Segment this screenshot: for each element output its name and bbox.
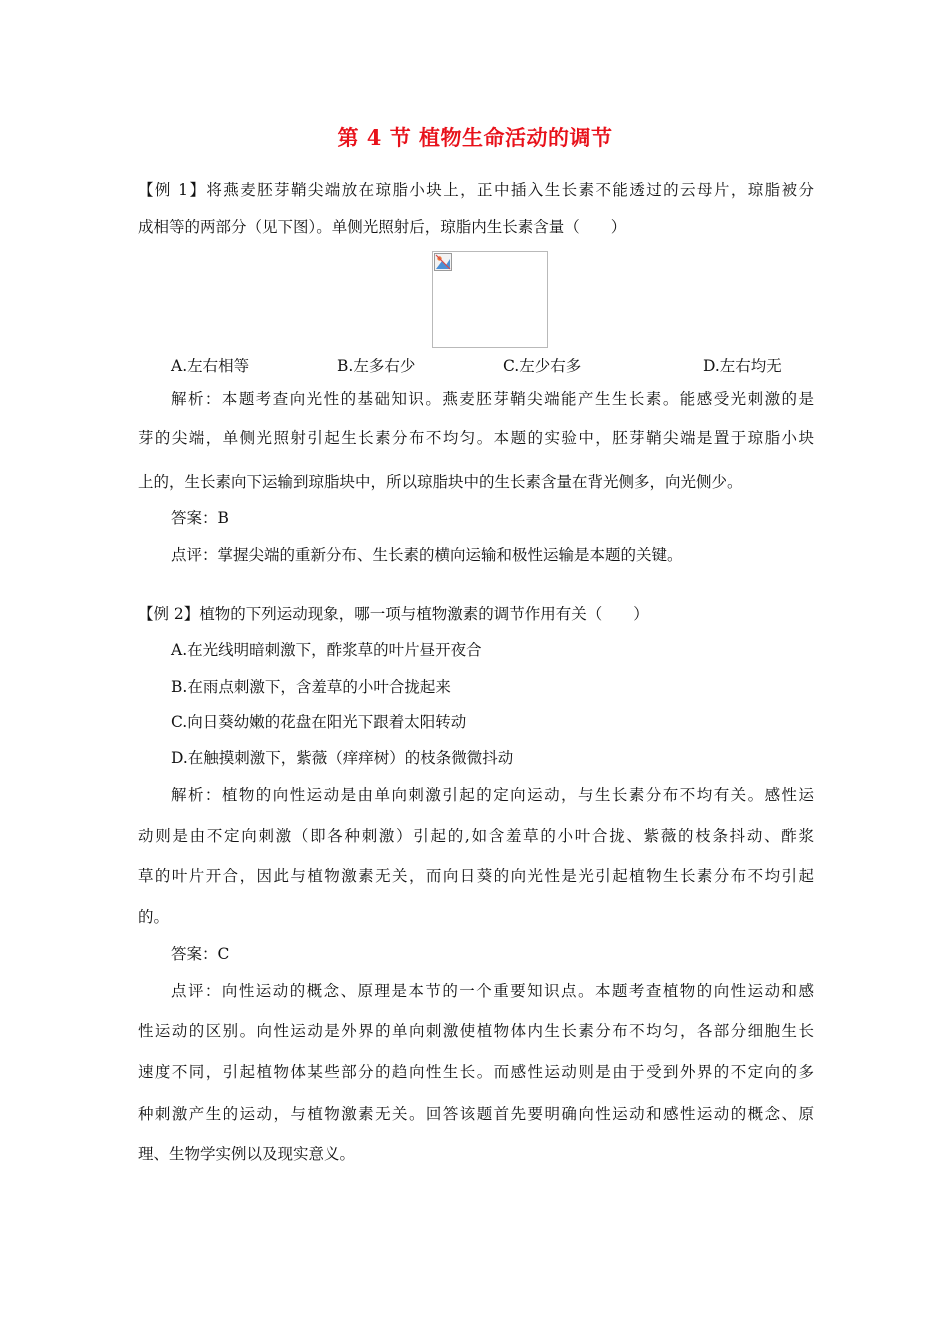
ex2-option-d: D.在触摸刺激下，紫薇（痒痒树）的枝条微微抖动 <box>171 749 514 767</box>
ex2-option-c: C.向日葵幼嫩的花盘在阳光下跟着太阳转动 <box>171 713 467 731</box>
broken-image-icon <box>434 253 452 271</box>
figure-placeholder <box>432 251 548 348</box>
ex2-comment-line-2: 性运动的区别。向性运动是外界的单向刺激使植物体内生长素分布不均匀，各部分细胞生长 <box>138 1022 814 1040</box>
ex2-analysis-line-4: 的。 <box>138 908 170 926</box>
ex1-option-c: C.左少右多 <box>503 357 582 375</box>
ex2-analysis-line-1: 解析：植物的向性运动是由单向刺激引起的定向运动，与生长素分布不均有关。感性运 <box>171 786 814 804</box>
ex1-analysis-line-2: 芽的尖端，单侧光照射引起生长素分布不均匀。本题的实验中，胚芽鞘尖端是置于琼脂小块 <box>138 429 814 447</box>
ex2-option-b: B.在雨点刺激下，含羞草的小叶合拢起来 <box>171 678 451 696</box>
ex2-comment-line-4: 种刺激产生的运动，与植物激素无关。回答该题首先要明确向性运动和感性运动的概念、原 <box>138 1105 814 1123</box>
ex2-comment-line-5: 理、生物学实例以及现实意义。 <box>138 1145 356 1163</box>
ex2-comment-line-3: 速度不同，引起植物体某些部分的趋向性生长。而感性运动则是由于受到外界的不定向的多 <box>138 1063 814 1081</box>
ex1-option-a: A.左右相等 <box>171 357 250 375</box>
ex2-comment-line-1: 点评：向性运动的概念、原理是本节的一个重要知识点。本题考查植物的向性运动和感 <box>171 982 814 1000</box>
ex1-answer: 答案：B <box>171 509 229 527</box>
ex1-comment: 点评：掌握尖端的重新分布、生长素的横向运输和极性运输是本题的关键。 <box>171 546 683 564</box>
ex1-question-line-1: 【例 1】将燕麦胚芽鞘尖端放在琼脂小块上，正中插入生长素不能透过的云母片，琼脂被分 <box>138 181 814 199</box>
ex1-question-line-2: 成相等的两部分（见下图）。单侧光照射后，琼脂内生长素含量（ ） <box>138 218 627 236</box>
ex1-analysis-line-1: 解析：本题考查向光性的基础知识。燕麦胚芽鞘尖端能产生生长素。能感受光刺激的是 <box>171 390 814 408</box>
section-title: 第 4 节 植物生命活动的调节 <box>337 125 613 150</box>
ex2-answer: 答案：C <box>171 945 230 963</box>
ex1-option-b: B.左多右少 <box>337 357 416 375</box>
ex1-option-d: D.左右均无 <box>703 357 782 375</box>
ex2-analysis-line-3: 草的叶片开合，因此与植物激素无关，而向日葵的向光性是光引起植物生长素分布不均引起 <box>138 867 814 885</box>
ex1-analysis-line-3: 上的，生长素向下运输到琼脂块中，所以琼脂块中的生长素含量在背光侧多，向光侧少。 <box>138 473 743 491</box>
ex2-analysis-line-2: 动则是由不定向刺激（即各种刺激）引起的,如含羞草的小叶合拢、紫薇的枝条抖动、酢浆 <box>138 827 814 845</box>
ex2-option-a: A.在光线明暗刺激下，酢浆草的叶片昼开夜合 <box>171 641 482 659</box>
ex2-question: 【例 2】植物的下列运动现象，哪一项与植物激素的调节作用有关（ ） <box>138 605 649 623</box>
